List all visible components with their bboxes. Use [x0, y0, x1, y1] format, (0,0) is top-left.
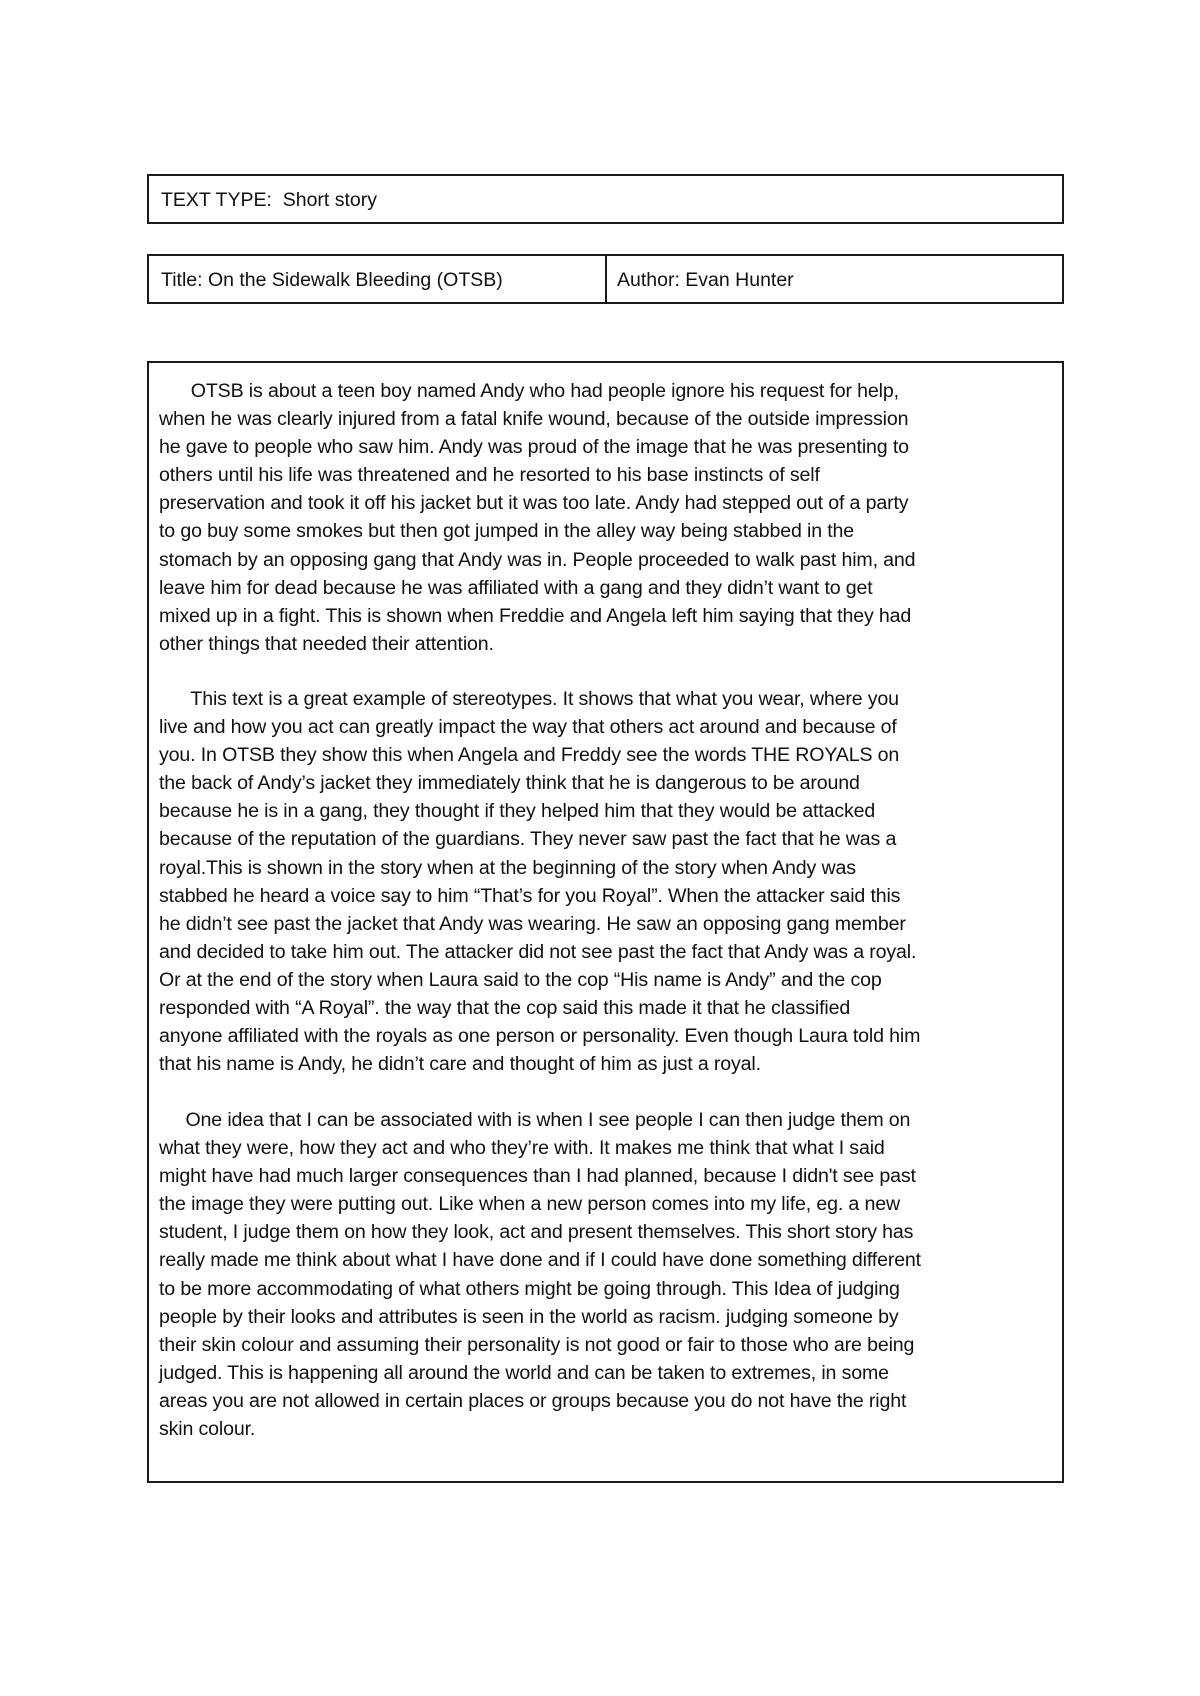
paragraph-line: when he was clearly injured from a fatal knife wound, because of the outside impression [159, 408, 909, 431]
paragraph-line: others until his life was threatened and he resorted to his base instincts of self [159, 464, 820, 487]
paragraph-line: and decided to take him out. The attacker did not see past the fact that Andy was a royal. [159, 940, 917, 963]
paragraph-line: areas you are not allowed in certain places or groups because you do not have the right [159, 1389, 907, 1412]
paragraph-line: because of the reputation of the guardians. They never saw past the fact that he was a [159, 828, 897, 851]
paragraph-line: their skin colour and assuming their personality is not good or fair to those who are being [159, 1333, 915, 1356]
paragraph-line: stabbed he heard a voice say to him “That’s for you Royal”. When the attacker said this [159, 884, 901, 907]
essay-paragraph-summary [159, 377, 1059, 658]
paragraph-line: One idea that I can be associated with is when I see people I can then judge them on [159, 1109, 911, 1131]
paragraph-line: royal.This is shown in the story when at the beginning of the story when Andy was [159, 856, 856, 879]
paragraph-line: because he is in a gang, they thought if they helped him that they would be attacked [159, 800, 876, 823]
title-cell: Title: On the Sidewalk Bleeding (OTSB) [161, 269, 503, 291]
paragraph-line: OTSB is about a teen boy named Andy who had people ignore his request for help, [159, 380, 899, 402]
paragraph-line: he gave to people who saw him. Andy was proud of the image that he was presenting to [159, 436, 909, 459]
text-type-box [147, 174, 1064, 224]
author-cell: Author: Evan Hunter [617, 269, 794, 291]
paragraph-line: to go buy some smokes but then got jumped in the alley way being stabbed in the [159, 520, 855, 543]
paragraph-line: This text is a great example of stereotypes. It shows that what you wear, where you [159, 688, 899, 710]
paragraph-line: student, I judge them on how they look, act and present themselves. This short story has [159, 1221, 914, 1244]
paragraph-line: mixed up in a fight. This is shown when Freddie and Angela left him saying that they had [159, 604, 912, 627]
essay-paragraph-personal-connection [159, 1106, 1059, 1443]
paragraph-line: that his name is Andy, he didn’t care and thought of him as just a royal. [159, 1053, 761, 1076]
paragraph-line: leave him for dead because he was affiliated with a gang and they didn’t want to get [159, 576, 873, 599]
essay-box [147, 361, 1064, 1483]
paragraph-line: stomach by an opposing gang that Andy was in. People proceeded to walk past him, and [159, 548, 916, 571]
paragraph-line: other things that needed their attention. [159, 632, 494, 655]
paragraph-line: the image they were putting out. Like when a new person comes into my life, eg. a new [159, 1193, 900, 1216]
paragraph-line: what they were, how they act and who they’re with. It makes me think that what I said [159, 1137, 885, 1160]
paragraph-line: really made me think about what I have done and if I could have done something different [159, 1249, 921, 1272]
paragraph-line: to be more accommodating of what others might be going through. This Idea of judging [159, 1277, 900, 1300]
text-type-label: TEXT TYPE: Short story [161, 189, 378, 211]
paragraph-line: people by their looks and attributes is seen in the world as racism. judging someone by [159, 1305, 899, 1328]
essay-paragraph-stereotypes [159, 685, 1059, 1078]
title-author-table [147, 254, 1064, 304]
paragraph-line: anyone affiliated with the royals as one person or personality. Even though Laura told him [159, 1025, 921, 1048]
paragraph-line: he didn’t see past the jacket that Andy was wearing. He saw an opposing gang member [159, 912, 906, 935]
paragraph-line: skin colour. [159, 1418, 256, 1441]
cell-divider [605, 256, 607, 302]
paragraph-line: the back of Andy’s jacket they immediately think that he is dangerous to be around [159, 772, 860, 795]
paragraph-line: live and how you act can greatly impact the way that others act around and because of [159, 716, 897, 739]
paragraph-line: you. In OTSB they show this when Angela and Freddy see the words THE ROYALS on [159, 744, 900, 767]
paragraph-line: Or at the end of the story when Laura said to the cop “His name is Andy” and the cop [159, 968, 882, 991]
paragraph-line: judged. This is happening all around the world and can be taken to extremes, in some [159, 1361, 889, 1384]
paragraph-line: responded with “A Royal”. the way that the cop said this made it that he classified [159, 997, 851, 1020]
paragraph-line: might have had much larger consequences than I had planned, because I didn't see past [159, 1165, 916, 1188]
paragraph-line: preservation and took it off his jacket but it was too late. Andy had stepped out of a party [159, 492, 909, 515]
